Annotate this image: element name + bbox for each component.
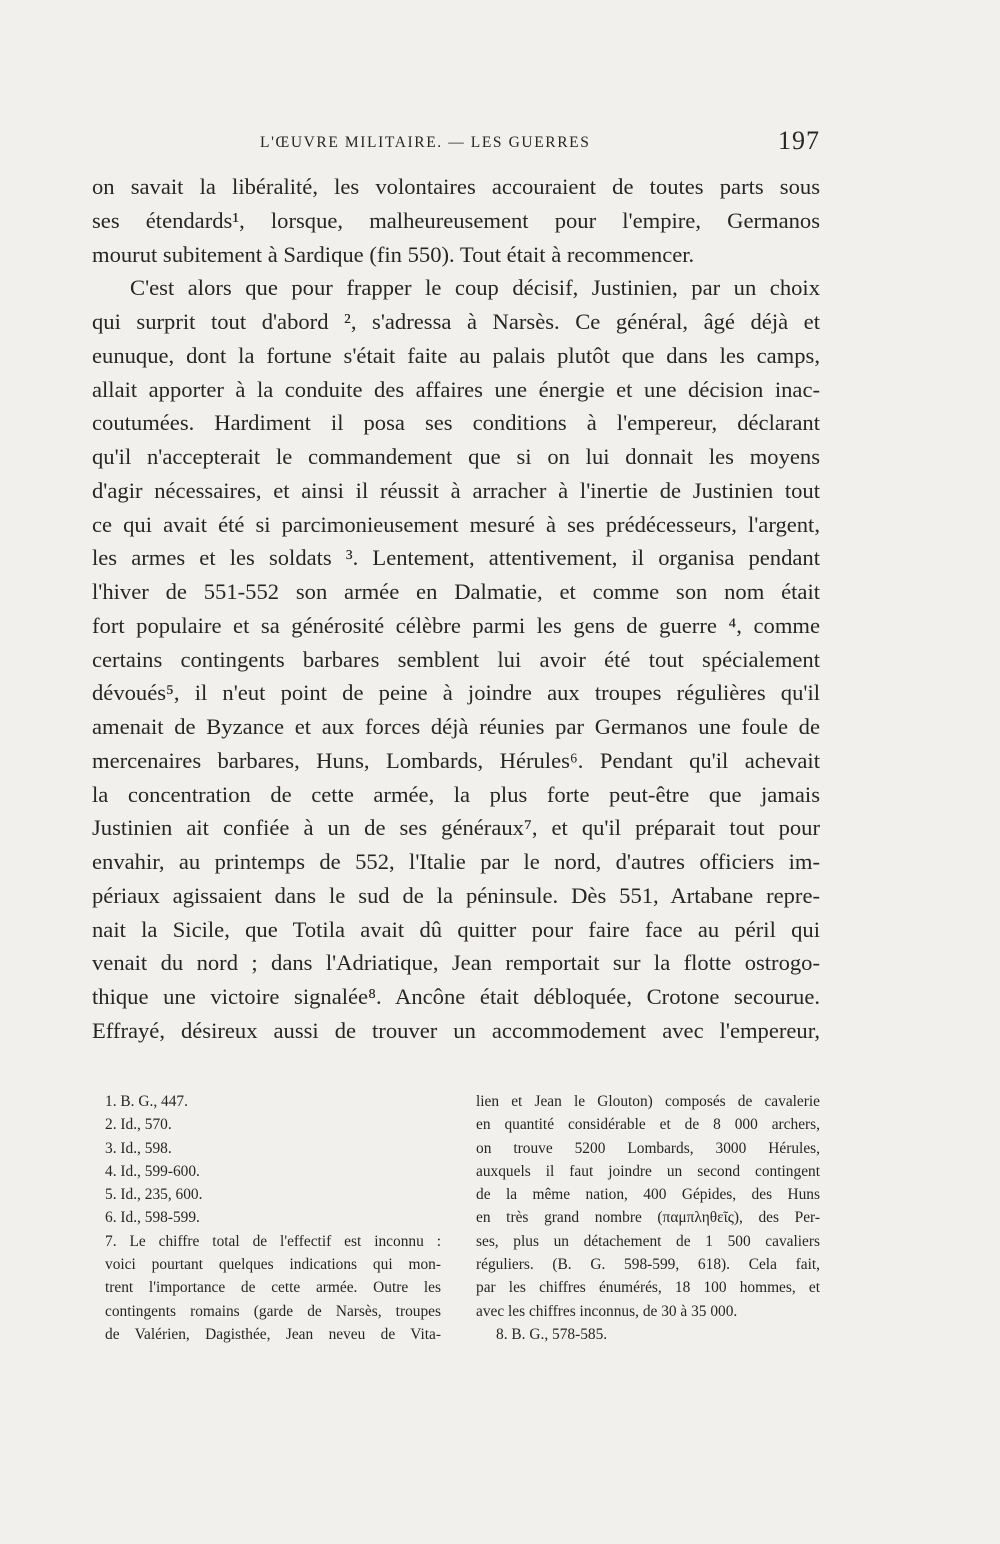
footnote-line: réguliers. (B. G. 598-599, 618). Cela fait,	[476, 1256, 820, 1274]
footnote-line: en très grand nombre (παμπληθεῖς), des Per-	[476, 1209, 820, 1227]
body-line: thique une victoire signalée⁸. Ancône était débloquée, Crotone secourue.	[92, 984, 820, 1009]
body-line: coutumées. Hardiment il posa ses conditions à l'empereur, déclarant	[92, 410, 820, 436]
footnote-line: 8. B. G., 578-585.	[496, 1325, 608, 1343]
page-number: 197	[778, 126, 820, 155]
body-line: d'agir nécessaires, et ainsi il réussit à arracher à l'inertie de Justinien tout	[92, 477, 820, 503]
body-line: ce qui avait été si parcimonieusement mesuré à ses prédécesseurs, l'argent,	[92, 511, 820, 537]
body-text	[92, 170, 820, 1048]
body-line: qu'il n'accepterait le commandement que si on lui donnait les moyens	[92, 444, 820, 469]
page-header	[92, 122, 820, 162]
body-line: Effrayé, désireux aussi de trouver un accommodement avec l'empereur,	[92, 1017, 820, 1043]
body-line: C'est alors que pour frapper le coup décisif, Justinien, par un choix	[130, 275, 820, 301]
footnote-line: en quantité considérable et de 8 000 archers,	[476, 1116, 820, 1134]
footnote-line: 6. Id., 598-599.	[105, 1209, 200, 1227]
footnote-line: de Valérien, Dagisthée, Jean neveu de Vita-	[105, 1325, 441, 1343]
footnote-line: 2. Id., 570.	[105, 1116, 172, 1134]
footnote-line: 3. Id., 598.	[105, 1139, 172, 1157]
footnotes-left-column	[105, 1090, 441, 1346]
footnote-line: trent l'importance de cette armée. Outre les	[105, 1279, 441, 1297]
body-line: envahir, au printemps de 552, l'Italie par le nord, d'autres officiers im-	[92, 849, 820, 874]
footnote-line: avec les chiffres inconnus, de 30 à 35 000.	[476, 1302, 738, 1320]
footnotes-right-column	[476, 1090, 820, 1346]
footnote-line: 4. Id., 599-600.	[105, 1162, 200, 1180]
footnote-line: lien et Jean le Glouton) composés de cavalerie	[476, 1093, 820, 1110]
running-head: L'ŒUVRE MILITAIRE. — LES GUERRES	[260, 134, 591, 151]
footnote-line: par les chiffres énumérés, 18 100 hommes, et	[476, 1279, 820, 1297]
body-line: eunuque, dont la fortune s'était faite au palais plutôt que dans les camps,	[92, 342, 820, 368]
footnote-line: on trouve 5200 Lombards, 3000 Hérules,	[476, 1139, 820, 1157]
footnote-line: 7. Le chiffre total de l'effectif est inconnu :	[105, 1232, 441, 1250]
body-line: allait apporter à la conduite des affaires une énergie et une décision inac-	[92, 376, 820, 402]
body-line: dévoués⁵, il n'eut point de peine à joindre aux troupes régulières qu'il	[92, 680, 820, 706]
footnote-line: 1. B. G., 447.	[105, 1093, 188, 1110]
body-line: mercenaires barbares, Huns, Lombards, Hérules⁶. Pendant qu'il achevait	[92, 747, 820, 773]
body-line: Justinien ait confiée à un de ses généraux⁷, et qu'il préparait tout pour	[92, 815, 820, 841]
body-line: ses étendards¹, lorsque, malheureusement pour l'empire, Germanos	[92, 207, 820, 233]
body-line: périaux agissaient dans le sud de la péninsule. Dès 551, Artabane repre-	[92, 882, 820, 908]
body-line: amenait de Byzance et aux forces déjà réunies par Germanos une foule de	[92, 714, 820, 739]
body-line: fort populaire et sa générosité célèbre parmi les gens de guerre ⁴, comme	[92, 612, 820, 638]
body-line: on savait la libéralité, les volontaires accouraient de toutes parts sous	[92, 174, 820, 199]
footnote-line: auxquels il faut joindre un second contingent	[476, 1162, 820, 1180]
body-line: la concentration de cette armée, la plus forte peut-être que jamais	[92, 781, 820, 807]
body-line: venait du nord ; dans l'Adriatique, Jean remportait sur la flotte ostrogo-	[92, 950, 820, 976]
body-line: mourut subitement à Sardique (fin 550). Tout était à recommencer.	[92, 241, 695, 267]
footnote-line: de la même nation, 400 Gépides, des Huns	[476, 1186, 820, 1204]
footnote-line: contingents romains (garde de Narsès, troupes	[105, 1302, 441, 1320]
body-line: qui surprit tout d'abord ², s'adressa à Narsès. Ce général, âgé déjà et	[92, 309, 820, 334]
footnote-line: 5. Id., 235, 600.	[105, 1186, 203, 1204]
body-line: les armes et les soldats ³. Lentement, attentivement, il organisa pendant	[92, 545, 820, 571]
body-line: l'hiver de 551-552 son armée en Dalmatie, et comme son nom était	[92, 579, 820, 604]
footnote-line: voici pourtant quelques indications qui mon-	[105, 1256, 441, 1274]
body-line: nait la Sicile, que Totila avait dû quitter pour faire face au péril qui	[92, 916, 820, 942]
body-line: certains contingents barbares semblent lui avoir été tout spécialement	[92, 646, 820, 672]
footnote-line: ses, plus un détachement de 1 500 cavaliers	[476, 1232, 820, 1250]
